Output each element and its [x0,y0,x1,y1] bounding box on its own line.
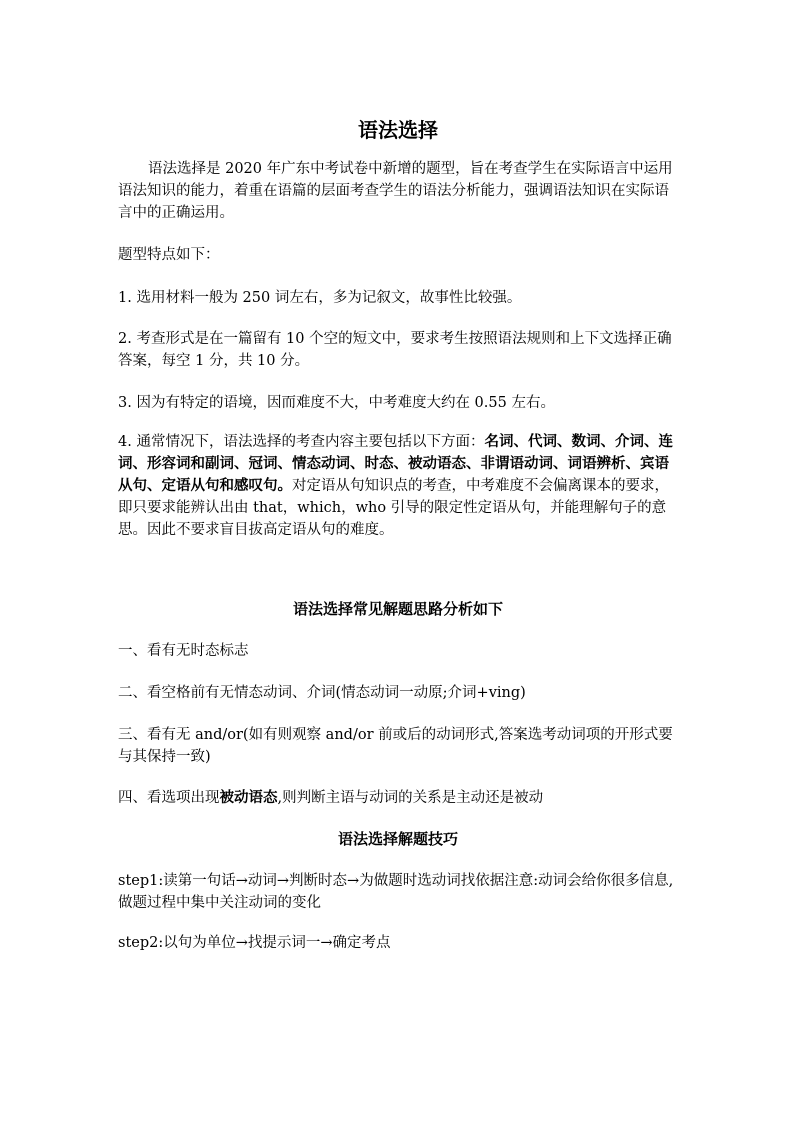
idea-1: 一、看有无时态标志 [118,643,249,659]
idea-4-bold: 被动语态 [219,789,278,806]
step-2: step2:以句为单位→找提示词一→确定考点 [118,935,391,951]
analysis-heading: 语法选择常见解题思路分析如下 [292,600,503,618]
feature-point-2: 2. 考查形式是在一篇留有 10 个空的短文中，要求考生按照语法规则和上下文选择正确答案，每空 1 分，共 10 分。 [118,331,672,369]
features-heading: 题型特点如下： [118,247,220,263]
idea-4-prefix: 四、看选项出现 [118,790,220,806]
page-title: 语法选择 [358,118,438,142]
step-1: step1:读第一句话→动词→判断时态→为做题时选动词找依据注意:动词会给你很多信息,做题过程中集中关注动词的变化 [118,873,674,911]
idea-2: 二、看空格前有无情态动词、介词(情态动词一动原;介词+ving) [118,685,526,701]
feature-point-4-bold: 名词、代词、数词、介词、连词、形容词和副词、冠词、情态动词、时态、被动语态、非谓语动词、词语辨析、宾语从句、定语从句和感叹句。 [118,433,673,494]
feature-point-4-prefix: 4. 通常情况下，语法选择的考查内容主要包括以下方面： [118,434,485,450]
idea-3: 三、看有无 and/or(如有则观察 and/or 前或后的动词形式,答案选考动词项的开形式要与其保持一致) [118,727,673,765]
feature-point-1: 1. 选用材料一般为 250 词左右，多为记叙文，故事性比较强。 [118,290,522,306]
intro-paragraph: 语法选择是 2020 年广东中考试卷中新增的题型，旨在考查学生在实际语言中运用语法知识的能力，着重在语篇的层面考查学生的语法分析能力，强调语法知识在实际语言中的正确运用。 [118,161,673,221]
feature-point-4-suffix: 对定语从句知识点的考查，中考难度不会偏离课本的要求，即只要求能辨认出由 that，which，who 引导的限定性定语从句，并能理解句子的意思。因此不要求盲目拔高定语从句的难度。 [118,478,669,538]
feature-point-3: 3. 因为有特定的语境，因而难度不大，中考难度大约在 0.55 左右。 [118,395,555,411]
idea-4-suffix: ,则判断主语与动词的关系是主动还是被动 [277,790,544,806]
skills-heading: 语法选择解题技巧 [337,830,458,848]
feature-point-4 [118,431,678,541]
idea-4 [118,787,678,809]
